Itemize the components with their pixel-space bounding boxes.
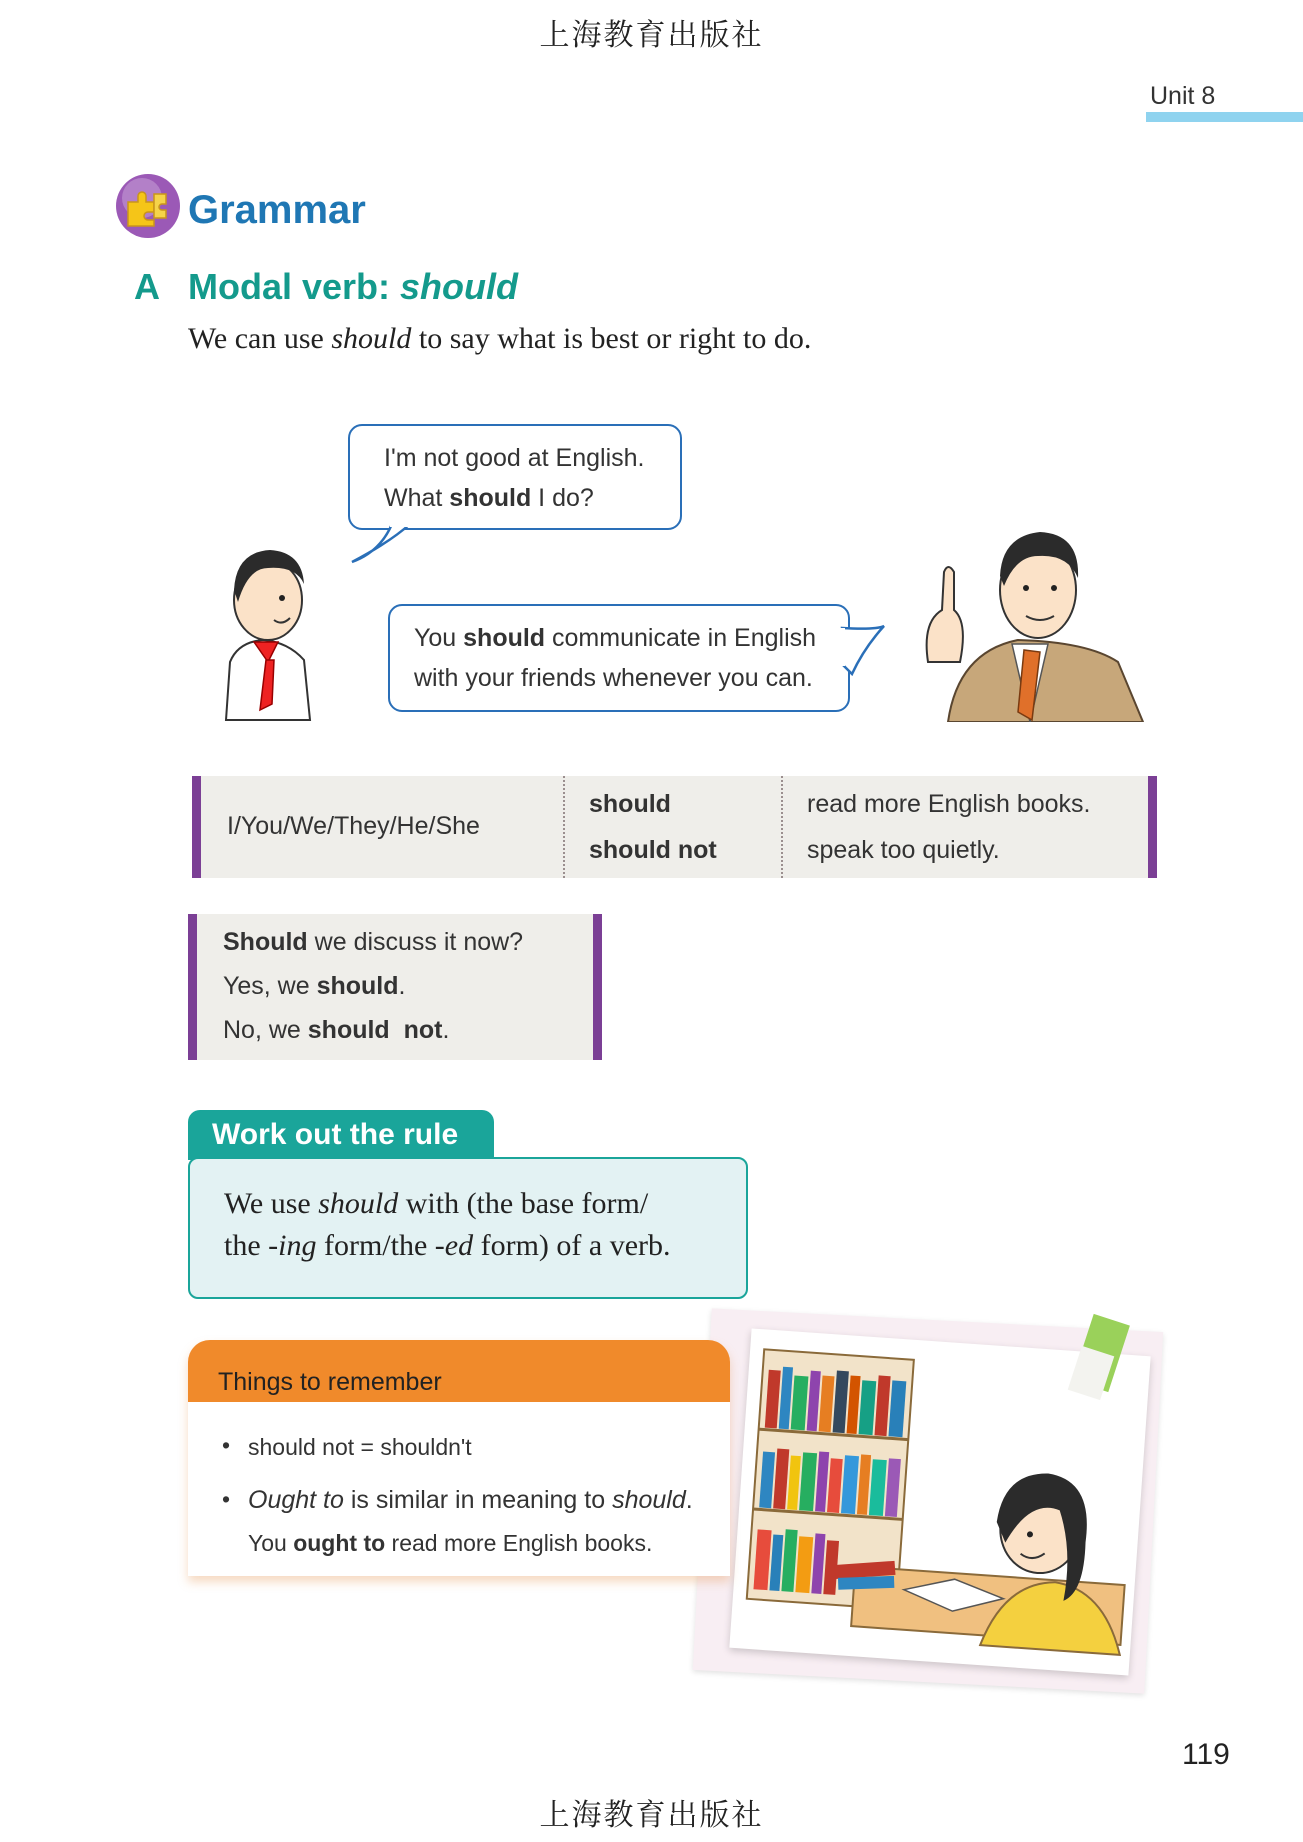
unit-label: Unit 8 bbox=[1150, 82, 1216, 110]
teacher-line-1: You should communicate in English bbox=[414, 624, 817, 652]
boy-line-1: I'm not good at English. bbox=[384, 444, 645, 472]
boy-line-2: What should I do? bbox=[384, 484, 594, 512]
remember-bullet-1: should not = shouldn't bbox=[248, 1434, 472, 1460]
table-divider bbox=[781, 776, 783, 878]
section-title: Grammar bbox=[188, 188, 366, 232]
subsection-title: Modal verb: should bbox=[188, 266, 519, 307]
complement-cell-1: read more English books. bbox=[807, 790, 1091, 818]
no-answer-line: No, we should not. bbox=[223, 1016, 450, 1044]
subject-cell: I/You/We/They/He/She bbox=[227, 812, 480, 840]
boy-speech-bubble bbox=[348, 424, 682, 530]
puzzle-icon bbox=[114, 172, 182, 240]
boy-bubble-tail bbox=[350, 522, 420, 564]
teacher-bubble-tail bbox=[838, 624, 888, 676]
subsection-letter: A bbox=[134, 266, 160, 307]
table-divider bbox=[563, 776, 565, 878]
remember-example: You ought to read more English books. bbox=[248, 1530, 653, 1556]
bullet-dot: • bbox=[222, 1486, 231, 1512]
bullet-dot: • bbox=[222, 1432, 231, 1458]
student-boy-illustration bbox=[208, 532, 328, 722]
teacher-speech-bubble bbox=[388, 604, 850, 712]
modal-cell-2: should not bbox=[589, 836, 717, 864]
modal-cell-1: should bbox=[589, 790, 671, 818]
teacher-illustration bbox=[908, 512, 1148, 722]
rule-text: We use should with (the base form/ the -ing form/the -ed form) of a verb. bbox=[224, 1187, 671, 1262]
should-structure-table bbox=[192, 776, 1157, 878]
things-to-remember-box bbox=[188, 1340, 730, 1576]
rule-box bbox=[188, 1157, 748, 1299]
unit-bar bbox=[1146, 112, 1303, 122]
complement-cell-2: speak too quietly. bbox=[807, 836, 1000, 864]
publisher-header: 上海教育出版社 bbox=[539, 18, 764, 53]
intro-sentence: We can use should to say what is best or right to do. bbox=[188, 322, 812, 355]
publisher-footer: 上海教育出版社 bbox=[539, 1798, 764, 1833]
remember-title: Things to remember bbox=[218, 1368, 442, 1396]
question-line: Should we discuss it now? bbox=[223, 928, 524, 956]
should-question-table bbox=[188, 914, 602, 1060]
page-number: 119 bbox=[1182, 1738, 1230, 1771]
yes-answer-line: Yes, we should. bbox=[223, 972, 406, 1000]
teacher-line-2: with your friends whenever you can. bbox=[414, 664, 813, 692]
remember-bullet-2: Ought to is similar in meaning to should. bbox=[248, 1486, 693, 1514]
rule-tab-label: Work out the rule bbox=[212, 1118, 459, 1151]
